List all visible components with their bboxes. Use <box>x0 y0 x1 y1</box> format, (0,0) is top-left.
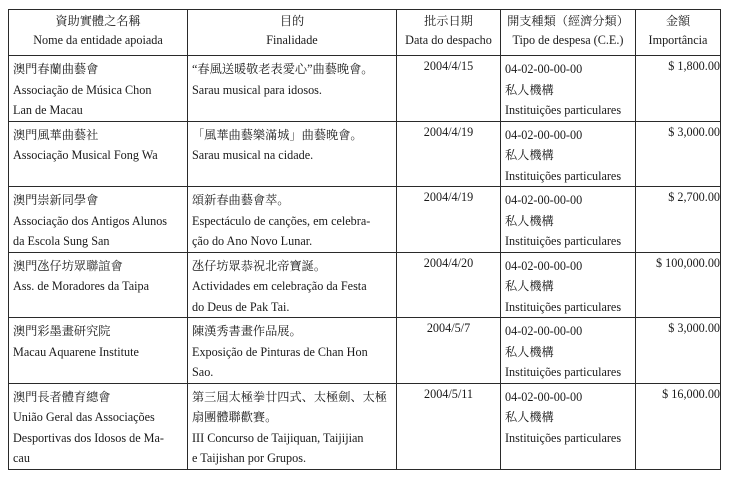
entity-name-pt: Ass. de Moradores da Taipa <box>13 279 149 293</box>
entity-name-pt: Associação de Música Chon <box>13 82 152 97</box>
entity-cell <box>9 252 188 318</box>
date-cell: 2004/5/7 <box>397 318 501 384</box>
purpose-content <box>188 56 396 100</box>
type-code: 04-02-00-00-00 <box>505 193 583 207</box>
type-cell <box>501 383 636 469</box>
header-type <box>501 10 636 56</box>
table-row <box>9 383 721 469</box>
entity-name-pt: Associação dos Antigos Alunos <box>13 213 168 228</box>
amount-cell: $ 3,000.00 <box>636 318 721 384</box>
header-type-pt: Tipo de despesa (C.E.) <box>512 33 624 47</box>
purpose-pt: do Deus de Pak Tai. <box>192 299 290 314</box>
date-cell: 2004/5/11 <box>397 383 501 469</box>
header-date <box>397 10 501 56</box>
type-code: 04-02-00-00-00 <box>505 324 583 338</box>
amount-cell: $ 100,000.00 <box>636 252 721 318</box>
amount-cell: $ 1,800.00 <box>636 56 721 122</box>
entity-name-pt: Associação Musical Fong Wa <box>13 148 158 162</box>
table-header <box>9 10 721 56</box>
entity-name-zh: 澳門彩墨畫研究院 <box>13 324 111 338</box>
table-row <box>9 252 721 318</box>
header-amount-pt: Importância <box>648 33 708 47</box>
header-entity-pt: Nome da entidade apoiada <box>33 33 163 47</box>
header-row <box>9 10 721 56</box>
purpose-pt: Espectáculo de canções, em celebra- <box>192 213 371 228</box>
entity-name-zh: 澳門長者體育總會 <box>13 389 111 404</box>
purpose-cell <box>188 56 397 122</box>
amount-cell: $ 2,700.00 <box>636 187 721 253</box>
purpose-pt: Sao. <box>192 365 214 379</box>
entity-name-zh: 澳門風華曲藝社 <box>13 127 99 142</box>
purpose-pt: Actividades em celebração da Festa <box>192 279 367 293</box>
header-purpose-pt: Finalidade <box>266 33 318 47</box>
header-date-zh: 批示日期 <box>424 14 473 28</box>
purpose-cell <box>188 121 397 187</box>
type-zh: 私人機構 <box>505 410 554 424</box>
type-code: 04-02-00-00-00 <box>505 258 583 273</box>
type-content <box>501 56 635 121</box>
table-row <box>9 56 721 122</box>
purpose-zh: 第三屆太極拳廿四式、太極劍、太極 <box>192 389 387 404</box>
type-pt: Instituições particulares <box>505 234 622 248</box>
purpose-zh: 扇團體聯歡賽。 <box>192 410 278 424</box>
date-cell: 2004/4/15 <box>397 56 501 122</box>
date-cell: 2004/4/20 <box>397 252 501 318</box>
purpose-zh: “春風送暖敬老表愛心”曲藝晚會。 <box>192 62 374 76</box>
purpose-cell <box>188 252 397 318</box>
entity-content <box>9 318 187 362</box>
entity-name-pt: da Escola Sung San <box>13 234 110 248</box>
entity-name-pt: Macau Aquarene Institute <box>13 344 139 359</box>
type-cell <box>501 56 636 122</box>
type-content <box>501 384 635 449</box>
entity-content <box>9 122 187 166</box>
purpose-cell <box>188 187 397 253</box>
type-zh: 私人機構 <box>505 82 554 97</box>
header-entity <box>9 10 188 56</box>
type-pt: Instituições particulares <box>505 365 622 379</box>
amount-cell: $ 3,000.00 <box>636 121 721 187</box>
purpose-cell <box>188 318 397 384</box>
header-type-zh: 開支種類（經濟分類） <box>507 14 629 28</box>
type-zh: 私人機構 <box>505 279 554 293</box>
purpose-pt: ção do Ano Novo Lunar. <box>192 234 313 248</box>
type-pt: Instituições particulares <box>505 299 622 314</box>
type-code: 04-02-00-00-00 <box>505 127 583 142</box>
purpose-content <box>188 253 396 318</box>
type-content <box>501 253 635 318</box>
entity-cell <box>9 56 188 122</box>
entity-content <box>9 187 187 252</box>
purpose-pt: Sarau musical para idosos. <box>192 82 322 97</box>
purpose-content <box>188 318 396 383</box>
type-content <box>501 318 635 383</box>
entity-name-pt: Lan de Macau <box>13 103 83 117</box>
header-amount-zh: 金額 <box>665 14 691 28</box>
purpose-content <box>188 187 396 252</box>
type-code: 04-02-00-00-00 <box>505 389 583 404</box>
type-cell <box>501 121 636 187</box>
header-purpose <box>188 10 397 56</box>
type-content <box>501 187 635 252</box>
entity-content <box>9 384 187 469</box>
purpose-zh: 氹仔坊眾恭祝北帝寶誕。 <box>192 258 327 273</box>
purpose-zh: 陳漢秀書畫作品展。 <box>192 324 302 338</box>
table-row <box>9 318 721 384</box>
header-amount <box>636 10 721 56</box>
type-cell <box>501 318 636 384</box>
entity-name-pt: União Geral das Associações <box>13 410 155 424</box>
type-zh: 私人機構 <box>505 344 554 359</box>
date-cell: 2004/4/19 <box>397 187 501 253</box>
purpose-cell <box>188 383 397 469</box>
purpose-content <box>188 122 396 166</box>
entity-cell <box>9 187 188 253</box>
entity-content <box>9 253 187 297</box>
purpose-zh: 「風華曲藝樂滿城」曲藝晚會。 <box>192 127 363 142</box>
entity-name-pt: cau <box>13 451 30 465</box>
purpose-content <box>188 384 396 469</box>
purpose-pt: Sarau musical na cidade. <box>192 148 314 162</box>
subsidy-table <box>8 9 721 470</box>
amount-cell: $ 16,000.00 <box>636 383 721 469</box>
entity-name-zh: 澳門春蘭曲藝會 <box>13 62 99 76</box>
header-date-pt: Data do despacho <box>405 33 492 47</box>
entity-cell <box>9 383 188 469</box>
entity-cell <box>9 121 188 187</box>
purpose-zh: 頌新春曲藝會萃。 <box>192 193 290 207</box>
type-pt: Instituições particulares <box>505 168 622 183</box>
table-row <box>9 121 721 187</box>
type-zh: 私人機構 <box>505 148 554 162</box>
type-zh: 私人機構 <box>505 213 554 228</box>
header-purpose-zh: 目的 <box>279 14 305 28</box>
purpose-pt: e Taijishan por Grupos. <box>192 451 307 465</box>
type-content <box>501 122 635 187</box>
type-cell <box>501 187 636 253</box>
entity-content <box>9 56 187 121</box>
entity-cell <box>9 318 188 384</box>
date-cell: 2004/4/19 <box>397 121 501 187</box>
table-row <box>9 187 721 253</box>
purpose-pt: Exposição de Pinturas de Chan Hon <box>192 344 368 359</box>
type-pt: Instituições particulares <box>505 430 622 445</box>
header-entity-zh: 資助實體之名稱 <box>55 14 141 28</box>
purpose-pt: III Concurso de Taijiquan, Taijijian <box>192 430 364 445</box>
type-code: 04-02-00-00-00 <box>505 62 583 76</box>
type-cell <box>501 252 636 318</box>
entity-name-pt: Desportivas dos Idosos de Ma- <box>13 430 164 445</box>
entity-name-zh: 澳門崇新同學會 <box>13 193 99 207</box>
table-body <box>9 56 721 470</box>
type-pt: Instituições particulares <box>505 103 622 117</box>
entity-name-zh: 澳門氹仔坊眾聯誼會 <box>13 258 123 273</box>
